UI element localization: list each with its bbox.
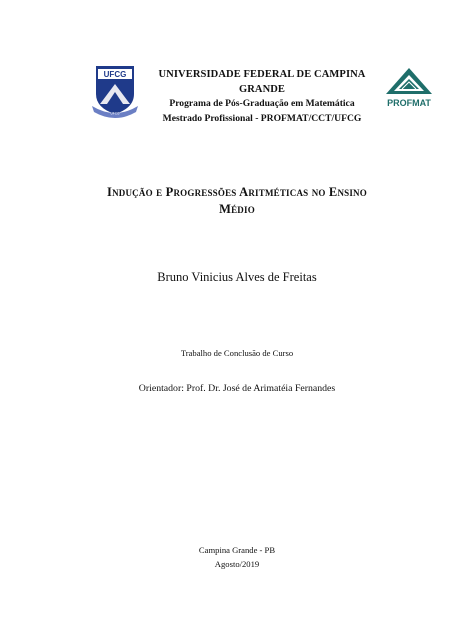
title-line-2: Médio [219, 202, 255, 216]
program-name: Programa de Pós-Graduação em Matemática [169, 98, 355, 109]
university-name: UNIVERSIDADE FEDERAL DE CAMPINA GRANDE [158, 69, 366, 95]
place-and-date [60, 543, 414, 571]
degree-name: Mestrado Profissional - PROFMAT/CCT/UFCG [162, 112, 362, 124]
date: Agosto/2019 [214, 559, 260, 569]
ufcg-logo-icon [92, 64, 138, 120]
institution-header [142, 68, 382, 126]
location: Campina Grande - PB [198, 545, 276, 555]
document-title [60, 184, 414, 218]
work-type: Trabalho de Conclusão de Curso [180, 348, 294, 358]
ufcg-banner-text: UFCG [110, 111, 120, 116]
profmat-logo-text: PROFMAT [387, 98, 431, 108]
profmat-logo-icon [380, 68, 438, 110]
advisor-line: Orientador: Prof. Dr. José de Arimatéia Fernandes [138, 383, 336, 394]
ufcg-logo-text: UFCG [103, 70, 127, 80]
author-name: Bruno Vinicius Alves de Freitas [157, 270, 317, 284]
title-line-1: Indução e Progressões Aritméticas no Ensino [107, 185, 367, 199]
